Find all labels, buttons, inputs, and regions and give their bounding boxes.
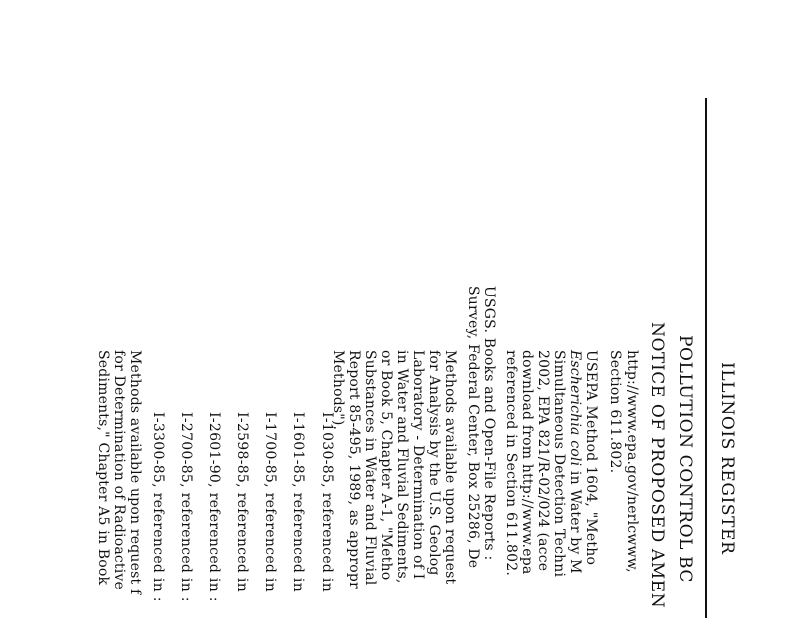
footer-line-1: Methods available upon request f: [127, 350, 143, 595]
footer-line-2: for Determination of Radioactive: [111, 350, 127, 591]
methods-line-2: for Analysis by the U.S. Geolog: [426, 350, 442, 576]
method-ref-3: I-1700-85, referenced in: [262, 412, 278, 593]
intro-line-2: Section 611.802.: [607, 350, 623, 474]
usepa-line-2: [568, 350, 582, 574]
usepa-line-3: Simultaneous Detection Techni: [551, 350, 567, 578]
intro-line-1: http://www.epa.gov/nerlcwww,: [624, 350, 640, 573]
method-ref-2: I-1601-85, referenced in: [290, 412, 306, 593]
usepa-line-2-italic: Escherichia coli: [567, 350, 583, 467]
methods-line-4: in Water and Fluvial Sediments,: [394, 350, 410, 584]
usepa-line-4: 2002, EPA 821/R-02/024 (acce: [535, 350, 551, 572]
usepa-line-5: download from http://www.epa: [519, 350, 535, 575]
method-ref-6: I-2700-85, referenced in :: [178, 412, 194, 602]
methods-line-6: Substances in Water and Fluvial: [362, 350, 378, 586]
methods-line-3: Laboratory - Determination of I: [410, 350, 426, 580]
methods-line-5: or Book 5, Chapter A-1, "Metho: [378, 350, 394, 581]
method-ref-5: I-2601-90, referenced in :: [206, 412, 222, 602]
header-rule: [705, 98, 707, 618]
usgs-line-2: Survey, Federal Center, Box 25286, De: [465, 286, 481, 569]
register-title: ILLINOIS REGISTER: [717, 362, 737, 555]
usepa-line-2-rest: in Water by M: [567, 466, 583, 574]
methods-line-7: Report 85-495, 1989, as appropr: [346, 350, 362, 589]
method-ref-4: I-2598-85, referenced in: [234, 412, 250, 593]
notice-title: NOTICE OF PROPOSED AMEN: [647, 322, 667, 609]
board-title: POLLUTION CONTROL BC: [675, 335, 695, 584]
footer-line-3: Sediments," Chapter A5 in Book: [95, 350, 111, 586]
methods-line-8: Methods").: [330, 350, 346, 431]
usepa-line-6: referenced in Section 611.802.: [503, 350, 519, 576]
method-ref-7: I-3300-85, referenced in :: [150, 412, 166, 602]
methods-line-1: Methods available upon request: [442, 350, 458, 585]
usepa-line-1: USEPA Method 1604, "Metho: [583, 350, 599, 566]
usgs-line-1: USGS. Books and Open-File Reports :: [481, 286, 497, 561]
method-ref-1: I-1030-85, referenced in: [319, 412, 335, 593]
